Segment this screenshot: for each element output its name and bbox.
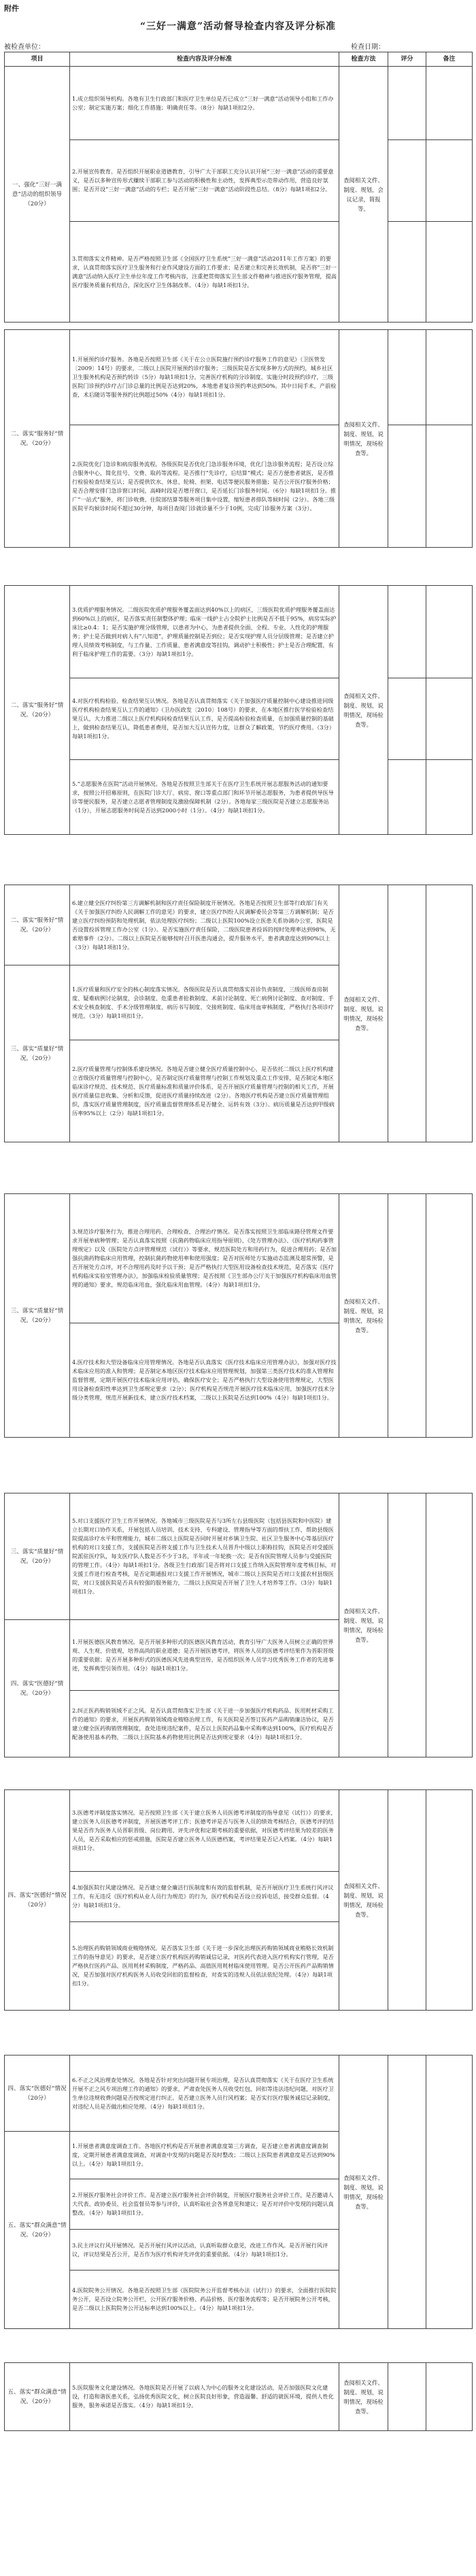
section-project: 三、落实“质量好”情况。（20分） bbox=[5, 1194, 70, 1438]
inspection-table-9 bbox=[4, 2362, 473, 2431]
section-method: 查阅相关文件、制度、规划，说明情况，现场检查等。 bbox=[339, 2055, 388, 2329]
section-method: 查阅相关文件、制度、规划，说明情况，现场检查等。 bbox=[339, 330, 388, 548]
section-project: 四、落实“医德好”情况（20分） bbox=[5, 1790, 70, 2011]
item-content: 4.医院院务公开情况。各地是否按照卫生部《医院院务公开监督考核办法（试行）》的要求，全面推行医院院务公开，是否设立院务公开栏，公开医疗服务价格、药品价格、医疗服务流程等；是否开展院务公开考核，是否二级以上医院院务公开达标率达到100%以上。（4分）每缺1项扣1分。 bbox=[70, 2270, 339, 2329]
section-method: 查阅相关文件、制度、规划，说明情况，现场检查等。 bbox=[339, 1194, 388, 1438]
section-method: 查阅相关文件、制度、规划，说明情况，现场检查等。 bbox=[339, 885, 388, 1142]
remark-cell[interactable] bbox=[426, 67, 473, 140]
remark-cell[interactable] bbox=[426, 1194, 473, 1438]
section-project: 四、落实“医德好”情况（20分） bbox=[5, 2055, 70, 2132]
table-row bbox=[5, 222, 473, 323]
score-cell[interactable] bbox=[388, 330, 426, 425]
inspection-table-8 bbox=[4, 2055, 473, 2329]
section-method: 查阅相关文件、制度、规划，会议记录，简报等。 bbox=[339, 67, 388, 323]
section-project: 三、落实“质量好”情况。（20分） bbox=[5, 1493, 70, 1620]
score-cell[interactable] bbox=[388, 222, 426, 323]
remark-cell[interactable] bbox=[426, 678, 473, 760]
section-project: 二、落实“服务好”情况。（20分） bbox=[5, 885, 70, 965]
item-content: 5.治理医药购销领域商业贿赂情况。是否落实卫生部《关于进一步深化治理医药购销领域商业贿赂长效机制工作的指导意见》的要求，是否建立医疗机构医药购销诚信记录，对医药代表进入医疗机构实行管理，是否严格执行医药产品、医用耗材采购制度，严格药品、高值医用耗材临床使用管理。是否公开医药产品购销情况，是否加强对医疗机构医务人员收受回扣的监督检查，对查实的违规人员依法依纪处理。（4分）每缺1项扣1分。 bbox=[70, 1922, 339, 2011]
inspection-table-3 bbox=[4, 585, 473, 835]
header-score: 评分 bbox=[388, 52, 426, 67]
item-content: 5.“志愿服务在医院”活动开展情况。各地是否按照卫生部关于在医疗卫生系统开展志愿服务活动的通知要求，按照公开招募原则，在医院门诊大厅、病房、窗口等重点部门和环节开展志愿服务，为患者提供导医导诊等便民服务，是否建立志愿者管理制度及激励保障机制（2分）。各地每家三级医院是否建立志愿服务站（1分），开展志愿服务时间是否达到2000小时（1分）。（4分）每缺1项扣1分。 bbox=[70, 760, 339, 835]
section-project: 四、落实“医德好”情况。（20分） bbox=[5, 1620, 70, 1757]
inspection-table-5 bbox=[4, 1193, 473, 1438]
remark-cell[interactable] bbox=[426, 885, 473, 1142]
score-cell[interactable] bbox=[388, 885, 426, 1142]
section-project: 三、落实“质量好”情况。（20分） bbox=[5, 965, 70, 1142]
remark-cell[interactable] bbox=[426, 1493, 473, 1757]
item-content: 5.医院服务文化建设情况。各地医院是否开展了以病人为中心的服务文化建设活动，是否加强医院文化建设，打造和谐医患关系，弘扬优秀医院文化，树立医院良好形象，营造温馨、舒适的就医环境，提供人性化服务，服务承诺是否落实。（4分）每缺1项扣1分。 bbox=[70, 2363, 339, 2431]
remark-cell[interactable] bbox=[426, 2055, 473, 2329]
score-cell[interactable] bbox=[388, 678, 426, 760]
score-cell[interactable] bbox=[388, 67, 426, 140]
table-row bbox=[5, 330, 473, 425]
item-content: 3.民主评议行风开展情况。是否开展行风评议活动，认真听取群众意见，改进工作作风。是否开展行风评议，评议结果是否公开，是否作为医疗机构评先评优的重要依据。（4分）每缺1项扣1分。 bbox=[70, 2230, 339, 2270]
header-method: 检查方法 bbox=[339, 52, 388, 67]
table-row bbox=[5, 678, 473, 760]
table-row bbox=[5, 586, 473, 678]
item-content: 1.医疗质量和医疗安全的核心制度落实情况。各级医院是否认真贯彻落实首诊负责制度、三级医师查房制度、疑难病例讨论制度、会诊制度、危重患者抢救制度、术前讨论制度、死亡病例讨论制度、查对制度、手术安全核查制度、手术分级管理制度、病历书写制度、交接班制度、临床用血审核制度，严格执行各项诊疗规范。（3分）每缺1项扣1分。 bbox=[70, 965, 339, 1040]
section-project: 二、落实“服务好”情况。（20分） bbox=[5, 330, 70, 548]
table-row bbox=[5, 1194, 473, 1323]
page-title: “三好一满意”活动督导检查内容及评分标准 bbox=[139, 21, 337, 32]
item-content: 2.医疗质量管理与控制体系建设情况。各地是否建立健全医疗质量控制中心，是否依托二级以上医疗机构建立省级医疗质量管理与控制中心，是否制定医疗质量管理与控制工作规划及重点工作安排，是否制定本地区临床诊疗规范、技术规范、医疗质量标准和质量评价体系，是否开展医疗质量管理与控制的相关工作，开展医疗质量信息收集、分析和反馈，促进医疗质量持续改进（2分）。各地医疗机构是否建立医疗质量管理组织，落实医疗质量管理制度，医疗质量监督管理体系是否健全、运转有效（3分）。病历质量是否达到甲级病历率95%以上（2分）每缺1项扣1分。 bbox=[70, 1040, 339, 1142]
item-content: 4.加强医院行风建设情况。是否建立健全廉洁行医制度和有效的监督机制，是否开展医疗卫生系统行风评议工作，有无违反《医疗机构从业人员行为规范》的行为，医疗机构是否设立投诉电话，接受群众监督。（4分）每缺1项扣1分。 bbox=[70, 1872, 339, 1922]
score-cell[interactable] bbox=[388, 1790, 426, 2011]
score-cell[interactable] bbox=[388, 140, 426, 222]
remark-cell[interactable] bbox=[426, 2363, 473, 2431]
section-project: 五、落实“群众满意”情况。（20分） bbox=[5, 2363, 70, 2431]
item-content: 1.开展预约诊疗服务。各地是否按照卫生部《关于在公立医院施行预约诊疗服务工作的意见》（卫医管发〔2009〕14号）的要求，二级以上医院开展预约诊疗服务；三级医院是否实现多种方式的预约，城乡社区卫生服务机构是否预约转诊（5分）每缺1项扣1分。完善医疗机构的分诊制度、实施分时段预约诊疗，三级医院门诊预约诊疗占门诊总量的比例是否达到20%，本地患者复诊预约率达到50%。其中日间手术，产前检查，术后随访等服务预约比例超过50%（4分）每缺1项扣1分。 bbox=[70, 330, 339, 425]
score-cell[interactable] bbox=[388, 1194, 426, 1438]
inspection-table-7 bbox=[4, 1789, 473, 2011]
table-row bbox=[5, 2055, 473, 2132]
remark-cell[interactable] bbox=[426, 425, 473, 548]
remark-cell[interactable] bbox=[426, 140, 473, 222]
section-method: 查阅相关文件、制度、规划，说明情况，现场检查等。 bbox=[339, 586, 388, 835]
score-cell[interactable] bbox=[388, 760, 426, 835]
score-cell[interactable] bbox=[388, 425, 426, 548]
table-row bbox=[5, 425, 473, 548]
score-cell[interactable] bbox=[388, 2055, 426, 2329]
attachment-label: 附件 bbox=[4, 4, 19, 13]
inspection-table-1 bbox=[4, 52, 473, 323]
table-row bbox=[5, 1790, 473, 1872]
item-content: 4.对医疗机构检验、检查结果互认情况。各地是否认真贯彻落实《关于加强医疗质量控制中心建设推进同级医疗机构检查结果互认工作的通知》（卫办医政发〔2010〕108号）的要求，在本地区推行医学检验检查结果互认，大力推进二级以上医疗机构间检查结果互认工作，是否提高检验检查质量，在加强质量控制的基础上，做到检查结果互认，降低患者费用，是否加大互认宣传力度，让群众了解政策，节约医疗费用。（3分）每缺1项扣1分。 bbox=[70, 678, 339, 760]
item-content: 3.贯彻落实文件精神。是否严格按照卫生部《全国医疗卫生系统“三好一满意”活动2011年工作方案》的要求，认真贯彻落实医疗卫生服务和行业作风建设方面的工作要求；是否建立和完善长效机制，是否将“三好一满意”活动纳入医疗卫生单位年度工作考核内容，注重把贯彻落实卫生部文件精神与推进医疗服务管理，提高医疗服务质量有机结合，深化医疗卫生体制改革。（4分）每缺1项扣1分。 bbox=[70, 222, 339, 323]
header-project: 项目 bbox=[5, 52, 70, 67]
remark-cell[interactable] bbox=[426, 760, 473, 835]
inspection-table-6 bbox=[4, 1493, 473, 1757]
section-project: 一、强化“三好一满意”活动的组织领导（20分） bbox=[5, 67, 70, 323]
item-content: 4.医疗技术和大型设备临床应用管理情况。各地是否认真落实《医疗技术临床应用管理办法》，加强对医疗技术临床应用的准入和管理；是否制定本地区医疗技术临床应用管理规划，加强第三类医疗技术的准入管理和监督管理，定期开展医疗技术临床应用评估，确保医疗安全；是否严格执行大型设备使用管理规定，大型医用设备检查阳性率达到卫生部规定要求（2分）；医疗机构是否规范开展医疗技术临床应用，加强医疗技术分级分类管理，规范开展新技术，建立医疗技术档案，二级以上医院是否达到100%（4分）每缺1项扣1分。 bbox=[70, 1323, 339, 1438]
item-content: 5.对口支援医疗卫生工作开展情况。各地城市三级医院是否与3所左右县级医院（包括县医院和中医院）建立长期对口协作关系，开展包括人员培训、技术支持、专科建设、管理指导等方面的帮扶工作，帮助县级医院提高诊疗水平和管理能力，城市二级以上医院是否同时开展对乡镇卫生院、社区卫生服务中心等基层医疗机构的对口支援工作，支援医院是否将支援工作与卫生技术人员晋升中级以上职称挂钩，医院是否对受援医院派驻医疗队，每支医疗队人数是否不少于3名，半年或一年轮换一次；是否有医院管理人员参与受援医院的管理工作。（4分）每缺1项扣1分。各级卫生行政部门是否将对口支援工作纳入医院管理年度考核目标，对支援工作进行检查考核，是否定期通报对口支援工作开展情况，城市二级以上医院是否对口支援农村县级医院，对口支援医院是否具有较强的服务能力，二级以上医院是否开展了卫生人才培养等工作。（3分）每缺1项扣1分。 bbox=[70, 1493, 339, 1620]
remark-cell[interactable] bbox=[426, 330, 473, 425]
score-cell[interactable] bbox=[388, 586, 426, 678]
item-content: 6.不正之风治理查处情况。各地是否针对突出问题开展专项治理，是否认真贯彻落实《关于在医疗卫生系统开展不正之风专项治理工作的通知》的要求，严肃查处医务人员收受红包、回扣等违法违纪问题，对医疗卫生单位违规收费问题是否按规定进行纠正。是否建立医务人员行风档案；是否实行医疗服务诚信记录制度，对违纪人员是否做出相应处理。（4分）每缺1项扣1分。 bbox=[70, 2055, 339, 2132]
section-method: 查阅相关文件、制度、规划，说明情况，现场检查等。 bbox=[339, 1493, 388, 1757]
remark-cell[interactable] bbox=[426, 586, 473, 678]
item-content: 2.医院优化门急诊和病房服务流程。各级医院是否优化门急诊服务环境，优化门急诊服务流程；是否设立综合服务中心，简化挂号、交费、取药等流程。是否推行“先诊疗，后结算”模式；是否方便患者就医，是否推行检验检查结果互认；是否提供饮水、休息、轮椅、担架、电话等便民服务措施；是否公开医疗服务价格；是否合理安排门急诊窗口时间，高峰时段是否增开窗口，是否延长门诊服务时间。（6分）每缺1项扣1分。推广“一站式”服务，将门诊收费、住院部结算等服务项目集中设置，缩短患者排队等候时间（2分）。各地三级医院平均候诊时间不超过30分钟，每项目查阅门诊就诊量不少于10例，完成门诊服务方案（3分）。 bbox=[70, 425, 339, 548]
item-content: 3.优质护理服务情况。二级医院优质护理服务覆盖面达到40%以上的病区，三级医院优质护理服务覆盖面达到60%以上的病区，是否落实责任制整体护理；临床一线护士占全院护士比例是否不低于95%，病房实际护床比≥0.4：1；是否实施护理分级管理，以患者为中心，为患者提供全面、全程、专业、人性化的护理服务；护士是否做到对病人有“八知道”，护理质量控制是否到位；是否实现护理人员分层级管理；是否建立护理人员绩效考核制度，与工作量、工作质量、患者满意度等挂钩，调动护士积极性；护士是否合理配置，有利于临床护理工作的需要。（3分）每缺1项扣1分。 bbox=[70, 586, 339, 678]
check-date-label: 检查日期： bbox=[351, 44, 385, 51]
section-project: 五、落实“群众满意”情况。（20分） bbox=[5, 2132, 70, 2329]
checked-unit-label: 被检查单位： bbox=[4, 44, 45, 51]
item-content: 2.开展医疗服务社会评价工作。是否建立医疗服务社会评价制度，开展医疗服务社会评价工作，是否邀请人大代表、政协委员、社会监督员等参与评价，认真听取社会各界意见和建议；是否对评价中发现的问题认真整改。（4分）每缺1项扣1分。 bbox=[70, 2179, 339, 2230]
item-content: 6.建立健全医疗纠纷第三方调解机制和医疗责任保险制度开展情况。各地是否按照卫生部等行政部门有关《关于加强医疗纠纷人民调解工作的意见》的要求，建立医疗纠纷人民调解委员会等第三方调解机制；是否建立医疗纠纷预防和处理机制，依法处理医疗纠纷；二级以上医院100%设立医患关系协调办公室，医院是否设置投诉管理工作办公室（1分）。是否实施医疗责任保险，二级医院患者投诉的按时处理率达到98%，无索赔事件（2分）。二级以上医院是否能够按时召开医患沟通会，提升服务水平，患者满意度达到90%以上（3分）每缺1项扣1分。 bbox=[70, 885, 339, 965]
section-project: 二、落实“服务好”情况。（20分） bbox=[5, 586, 70, 835]
item-content: 2.开展宣传教育。是否组织开展职业道德教育，引导广大干部职工充分认识开展“三好一满意”活动的重要意义，是否以多种宣传形式赚续干部职工参与活动的积极性和主动性，发挥典型示范带动作用，营造良好氛围；是否开设“三好一满意”活动的专栏；是否开展“三好一满意”活动阶段性总结。（8分）每缺1项扣2分。 bbox=[70, 140, 339, 222]
table-row bbox=[5, 885, 473, 965]
item-content: 3.规范诊疗服务行为，推进合理用药、合理检查、合理治疗情况。是否落实按照卫生部临床路径管理文件要求开展单病种管理；是否认真落实按照《抗菌药物临床应用指导原则》、《处方管理办法》、《医疗机构药事管理规定》以及《医院处方点评管理规范（试行）》等要求，规范医院处方和用药行为，促进合理用药；是否加强抗菌药物临床应用管理，控制抗菌药物使用率和使用强度；是否对医师处方实施动态监测及超常预警，是否开展处方点评，对不合理用药及时予以干预；是否严格执行大型医用设备检查技术规范，是否落实《医疗机构临床实验室管理办法》，加强临床检验质量管理；是否按照《卫生部办公厅关于加强医疗机构临床用血管理的通知》要求，规范临床用血，强化临床用血管理。（4分）每缺1项扣1分。 bbox=[70, 1194, 339, 1323]
inspection-table-2 bbox=[4, 329, 473, 548]
item-content: 3.医德考评制度落实情况。是否按照卫生部《关于建立医务人员医德考评制度的指导意见（试行）》的要求，建立医务人员医德考评制度，开展医德考评工作；医德考评是否与医务人员的绩效考核结合，医德考评的结果是否作为医务人员晋职晋级、岗位聘用、评先评优和定期考核的重要依据，对医德考评结果为较差的医务人员，是否采取相应的惩戒措施，医院是否建立医务人员医德档案，考评结果是否记入档案。（4分）每缺1项扣1分。 bbox=[70, 1790, 339, 1872]
header-remark: 备注 bbox=[426, 52, 473, 67]
section-method: 查阅相关文件、制度、规划，说明情况，现场检查等。 bbox=[339, 2363, 388, 2431]
table-row bbox=[5, 140, 473, 222]
score-cell[interactable] bbox=[388, 1493, 426, 1757]
item-content: 2.纠正医药购销领域不正之风。是否认真贯彻落实卫生部《关于进一步加强医疗机构药品、医用耗材采购工作的通知》的要求，开展医药购销领域商业贿赂治理工作，有关医院是否签订医药产品购销廉洁协议，是否建立健全医药购销管理制度，查处违规违纪案件，是否以上医院药品集中采购率达到100%，医疗机构是否配备使用基本药物，二级以上医院基本药物使用比例是否达到规定要求（4分）每缺1项扣1分。 bbox=[70, 1691, 339, 1757]
inspection-table-4 bbox=[4, 885, 473, 1142]
table-row bbox=[5, 760, 473, 835]
remark-cell[interactable] bbox=[426, 222, 473, 323]
item-content: 1.开展医德医风教育情况。是否开展多种形式的医德医风教育活动，教育引导广大医务人员树立正确的世界观、人生观、价值观，培养高尚的职业道德；是否开展医德考评，将医务人员的医德考评结果作为晋职晋级的重要依据；是否开展多种形式的医德医风先进典型宣传，是否组织医务人员学习优秀医务工作者的先进事迹，发挥典型引领作用。（4分）每缺1项扣1分。 bbox=[70, 1620, 339, 1691]
table-row bbox=[5, 2363, 473, 2431]
section-method: 查阅相关文件、制度、规划，说明情况，现场检查等。 bbox=[339, 1790, 388, 2011]
table-row bbox=[5, 1493, 473, 1620]
score-cell[interactable] bbox=[388, 2363, 426, 2431]
table-header-row bbox=[5, 52, 473, 67]
item-content: 1.开展患者满意度调查工作。各地医疗机构是否开展患者满意度第三方调查，是否建立患者满意度调查制度，定期开展患者满意度调查，对调查中发现的问题是否及时整改；二级以上医院患者满意度是否达到90%以上。（4分）每缺1项扣1分。 bbox=[70, 2132, 339, 2179]
table-row bbox=[5, 67, 473, 140]
item-content: 1.成立组织领导机构。各地有卫生行政部门和医疗卫生单位是否已成立“三好一满意”活动领导小组和工作办公室；制定实施方案；细化工作措施；明确责任等。（8分）每缺1项扣2分。 bbox=[70, 67, 339, 140]
header-content: 检查内容及评分标准 bbox=[70, 52, 339, 67]
remark-cell[interactable] bbox=[426, 1790, 473, 2011]
